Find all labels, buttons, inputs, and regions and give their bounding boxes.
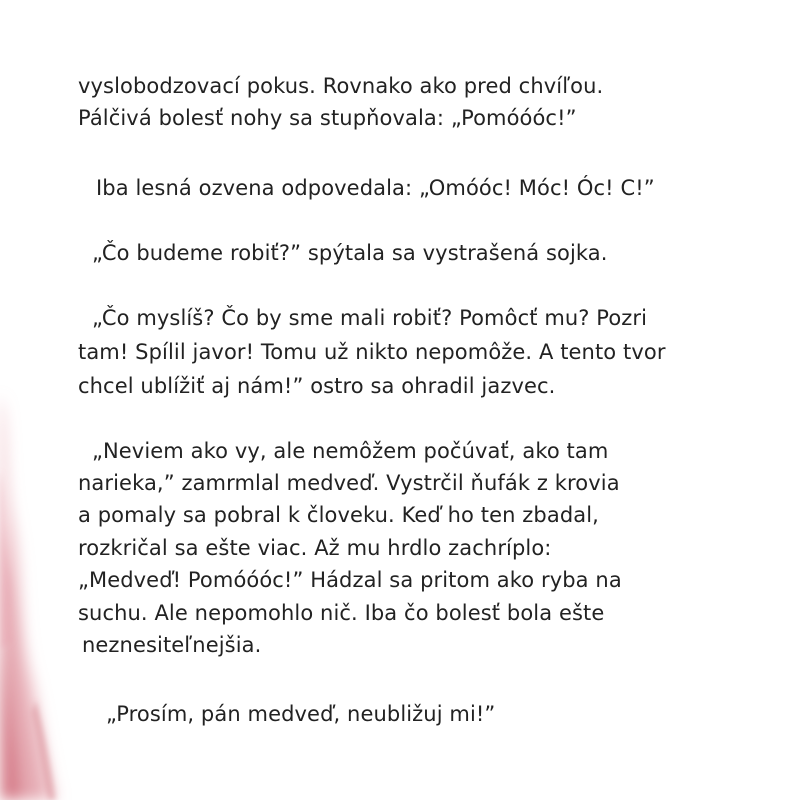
text-line: suchu. Ale nepomohlo nič. Iba čo bolesť bola ešte xyxy=(78,601,605,625)
text-line: rozkričal sa ešte viac. Až mu hrdlo zachríplo: xyxy=(78,536,552,560)
text-line: „Prosím, pán medveď, neubližuj mi!” xyxy=(106,702,496,726)
text-line: vyslobodzovací pokus. Rovnako ako pred chvíľou. xyxy=(78,74,604,98)
text-line: Pálčivá bolesť nohy sa stupňovala: „Pomóóóc!” xyxy=(78,106,577,130)
watercolor-edges xyxy=(0,470,56,800)
text-line: „Medveď! Pomóóóc!” Hádzal sa pritom ako ryba na xyxy=(78,568,622,592)
text-line: Iba lesná ozvena odpovedala: „Omóóc! Móc! Óc! C!” xyxy=(96,176,655,200)
text-line: neznesiteľnejšia. xyxy=(82,633,262,657)
text-line: chcel ublížiť aj nám!” ostro sa ohradil jazvec. xyxy=(78,374,556,398)
text-line: narieka,” zamrmlal medveď. Vystrčil ňufák z krovia xyxy=(78,471,620,495)
text-line: a pomaly sa pobral k človeku. Keď ho ten zbadal, xyxy=(78,503,599,527)
text-line: tam! Spílil javor! Tomu už nikto nepomôže. A tento tvor xyxy=(78,340,666,364)
text-line: „Neviem ako vy, ale nemôžem počúvať, ako tam xyxy=(92,439,609,463)
text-line: „Čo budeme robiť?” spýtala sa vystrašená sojka. xyxy=(92,241,608,265)
watercolor-wash xyxy=(0,395,58,800)
text-line: „Čo myslíš? Čo by sme mali robiť? Pomôcť mu? Pozri xyxy=(92,306,648,330)
